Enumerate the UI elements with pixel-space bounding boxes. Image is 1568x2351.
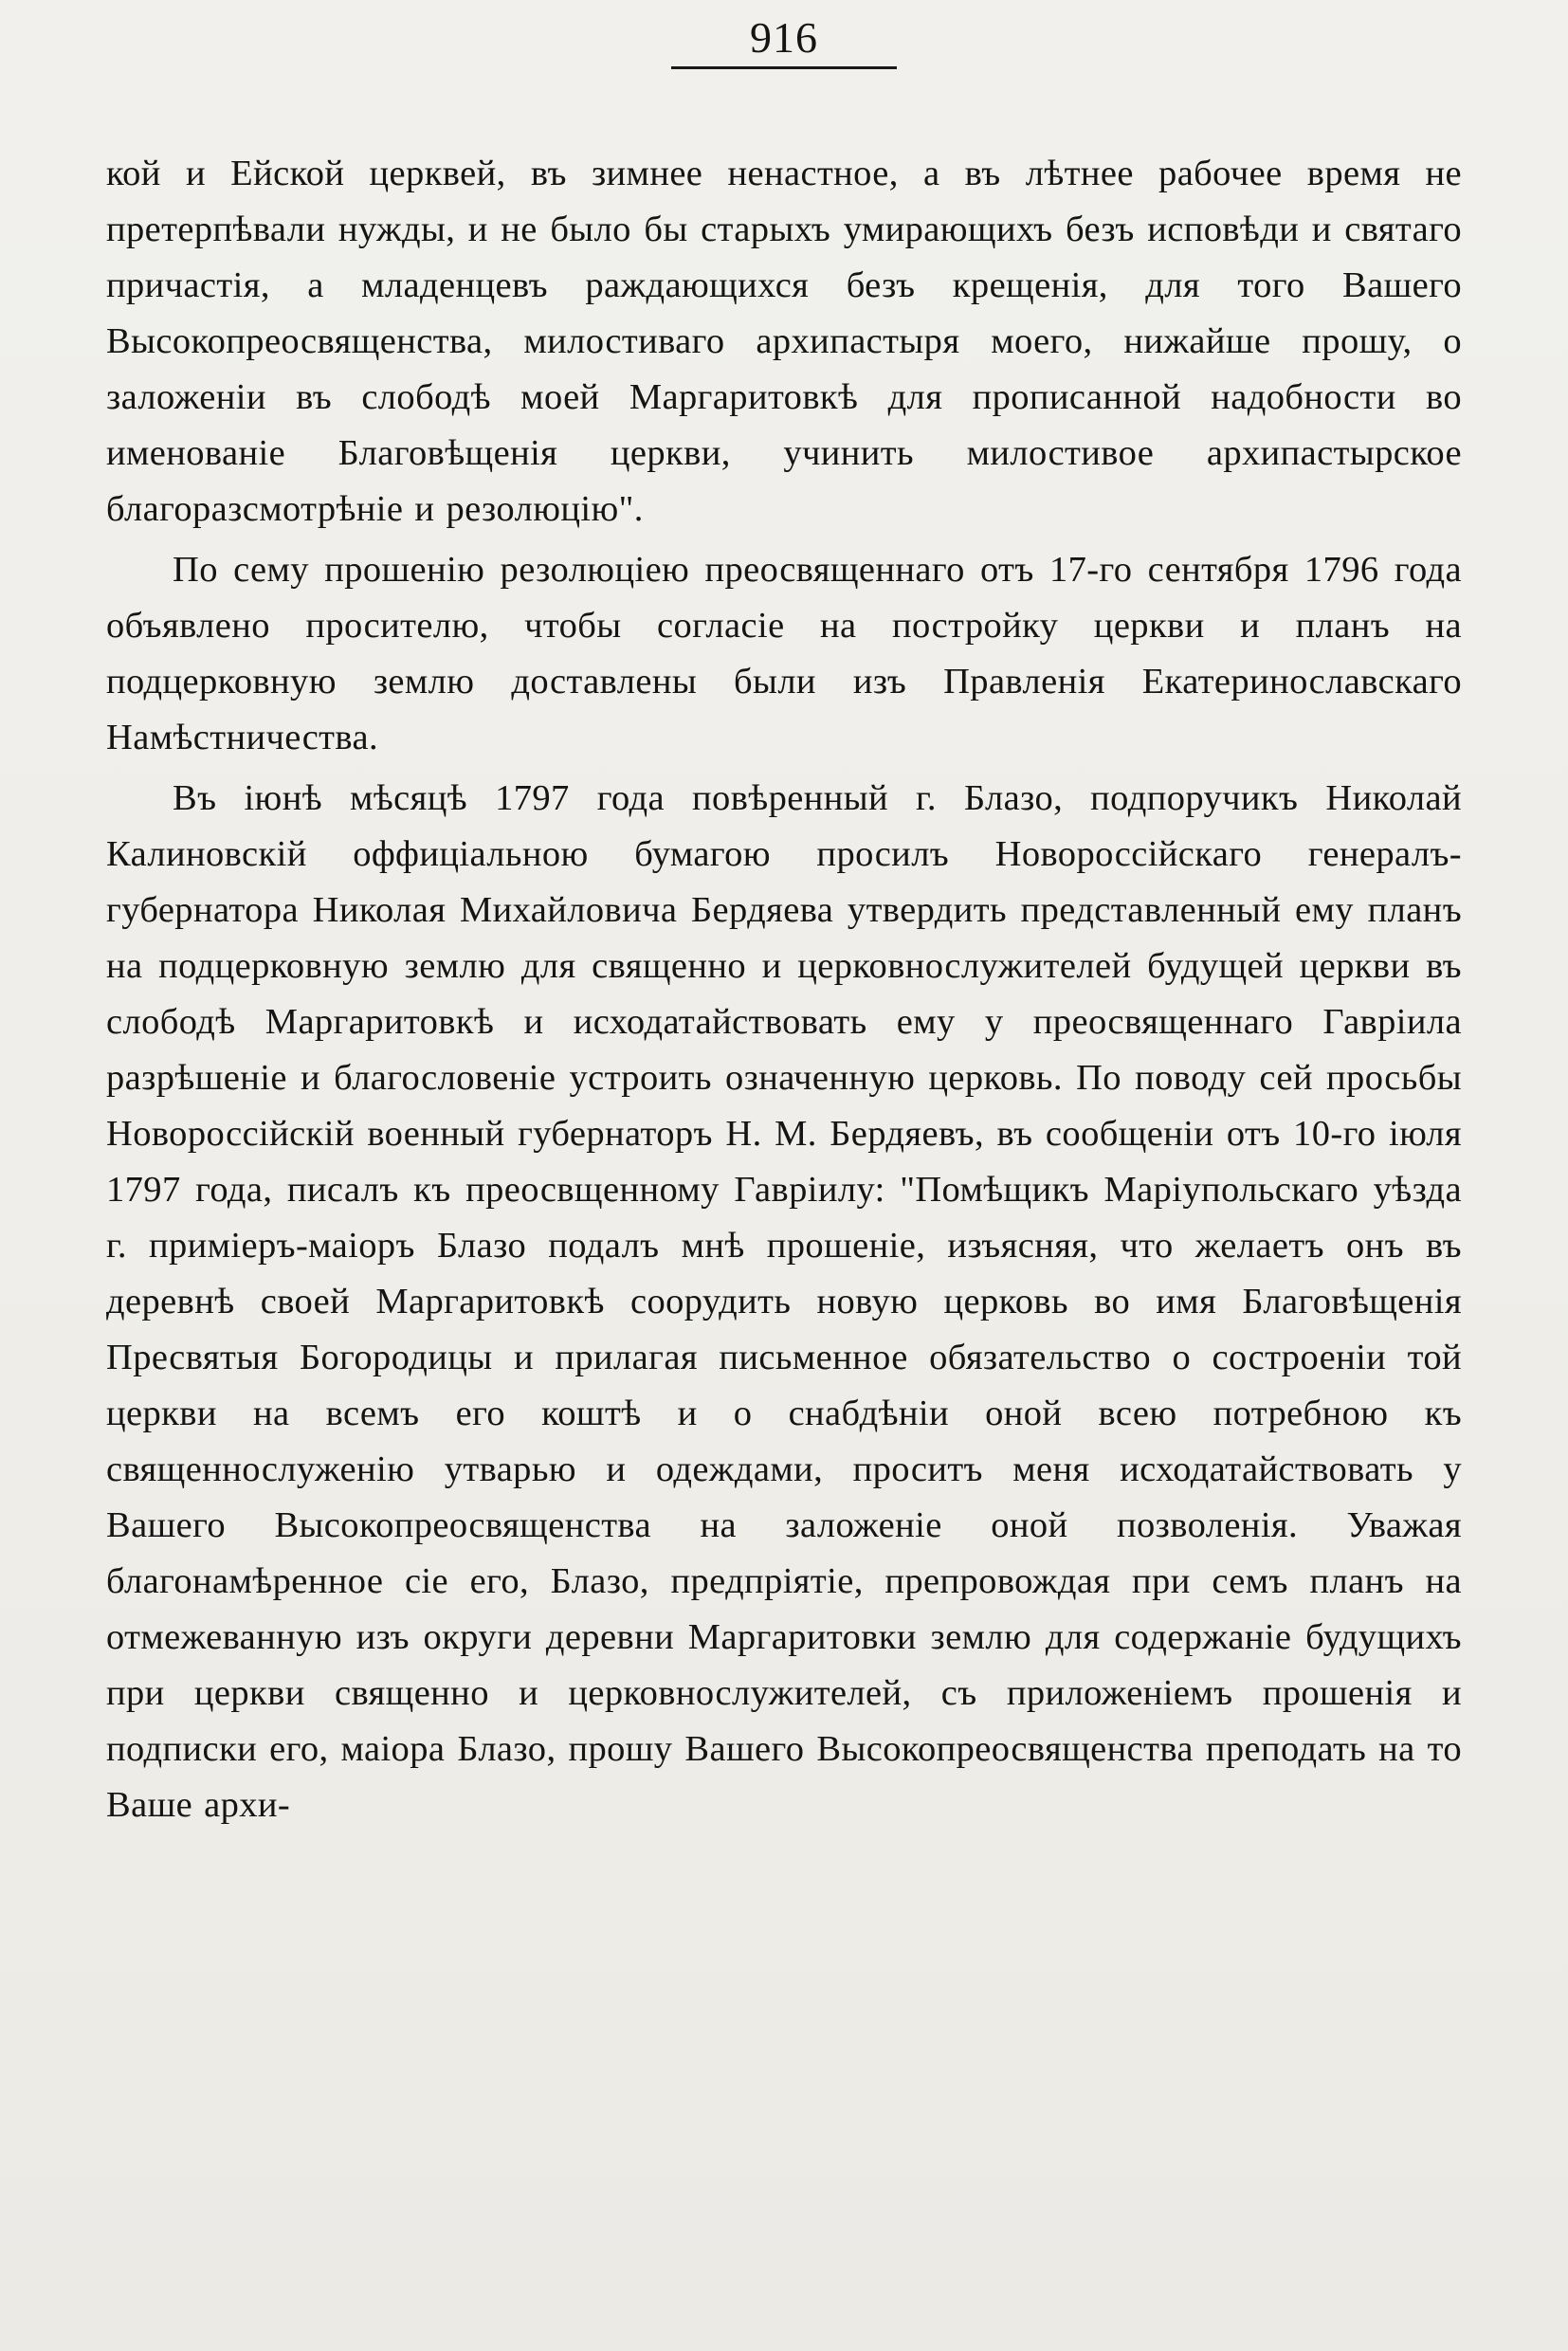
body-text	[106, 146, 1462, 1838]
paragraph: Въ іюнѣ мѣсяцѣ 1797 года повѣренный г. Блазо, подпоручикъ Николай Калиновскій оффиціальною бумагою просилъ Новороссійскаго генералъ-губернатора Николая Михайловича Бердяева утвердить представленный ему планъ на подцерковную землю для священно и церковнослужителей будущей церкви въ слободѣ Маргаритовкѣ и исходатайствовать ему у преосвященнаго Гавріила разрѣшеніе и благословеніе устроить означенную церковь. По поводу сей просьбы Новороссійскій военный губернаторъ Н. М. Бердяевъ, въ сообщеніи отъ 10-го іюля 1797 года, писалъ къ преосвщенному Гавріилу: "Помѣщикъ Маріупольскаго уѣзда г. приміеръ-маіоръ Блазо подалъ мнѣ прошеніе, изъясняя, что желаетъ онъ въ деревнѣ своей Маргаритовкѣ соорудить новую церковь во имя Благовѣщенія Пресвятыя Богородицы и прилагая письменное обязательство о состроеніи той церкви на всемъ его коштѣ и о снабдѣніи оной всею потребною къ священнослуженію утварью и одеждами, проситъ меня исходатайствовать у Вашего Высокопреосвященства на заложеніе оной позволенія. Уважая благонамѣренное сіе его, Блазо, предпріятіе, препровождая при семъ планъ на отмежеванную изъ округи деревни Маргаритовки землю для содержаніе будущихъ при церкви священно и церковнослужителей, съ приложеніемъ прошенія и подписки его, маіора Блазо, прошу Вашего Высокопреосвященства преподать на то Ваше архи-	[106, 778, 1462, 1825]
paragraph-continued: кой и Ейской церквей, въ зимнее ненастное, а въ лѣтнее рабочее время не претерпѣвали нужды, и не было бы старыхъ умирающихъ безъ исповѣди и святаго причастія, а младенцевъ раждающихся безъ крещенія, для того Вашего Высокопреосвященства, милостиваго архипастыря моего, нижайше прошу, о заложеніи въ слободѣ моей Маргаритовкѣ для прописанной надобности во именованіе Благовѣщенія церкви, учинить милостивое архипастырское благоразсмотрѣніе и резолюцію".	[106, 154, 1462, 529]
header-rule	[671, 66, 897, 69]
paragraph: По сему прошенію резолюціею преосвященнаго отъ 17-го сентября 1796 года объявлено просителю, чтобы согласіе на постройку церкви и планъ на подцерковную землю доставлены были изъ Правленія Екатеринославскаго Намѣстничества.	[106, 550, 1462, 757]
page-number: 916	[750, 13, 818, 62]
